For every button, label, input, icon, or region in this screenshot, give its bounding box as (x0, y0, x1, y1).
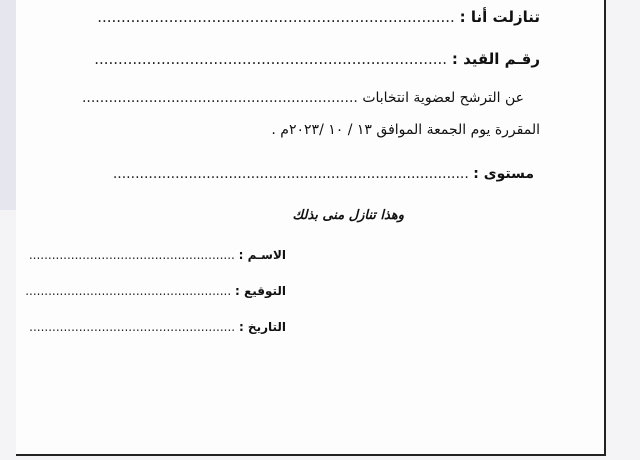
candidacy-blank: .............................................................. (81, 90, 358, 106)
name-blank: ...................................................... (28, 248, 235, 262)
registration-number-blank: .......................................................................... (94, 50, 448, 68)
date-line (29, 320, 286, 334)
date-label: التاريخ : (238, 320, 286, 334)
registration-number-label: رقـم القيد : (451, 50, 540, 68)
name-line (29, 248, 286, 262)
signature-blank: ...................................................... (25, 284, 232, 298)
election-date-text: المقررة يوم الجمعة الموافق ١٣ / ١٠ /٢٠٢٣م . (271, 122, 540, 138)
signature-label: التوقيع : (235, 284, 286, 298)
candidacy-text: عن الترشح لعضوية انتخابات (362, 90, 524, 106)
waiver-label: تنازلت أنا : (459, 8, 540, 26)
name-label: الاسـم : (238, 248, 286, 262)
election-date-line (271, 122, 540, 138)
registration-number-line (94, 50, 540, 68)
statement-text: وهذا تنازل منى بذلك (292, 208, 404, 223)
level-line (113, 166, 534, 182)
waiver-line (97, 8, 540, 26)
document-page (16, 0, 606, 456)
candidacy-line (82, 90, 524, 106)
signature-line (25, 284, 286, 298)
level-label: مستوى : (473, 166, 534, 182)
waiver-blank: ........................................................................... (97, 8, 455, 26)
level-blank: ................................................................................ (112, 166, 469, 182)
date-blank: ...................................................... (29, 320, 236, 334)
